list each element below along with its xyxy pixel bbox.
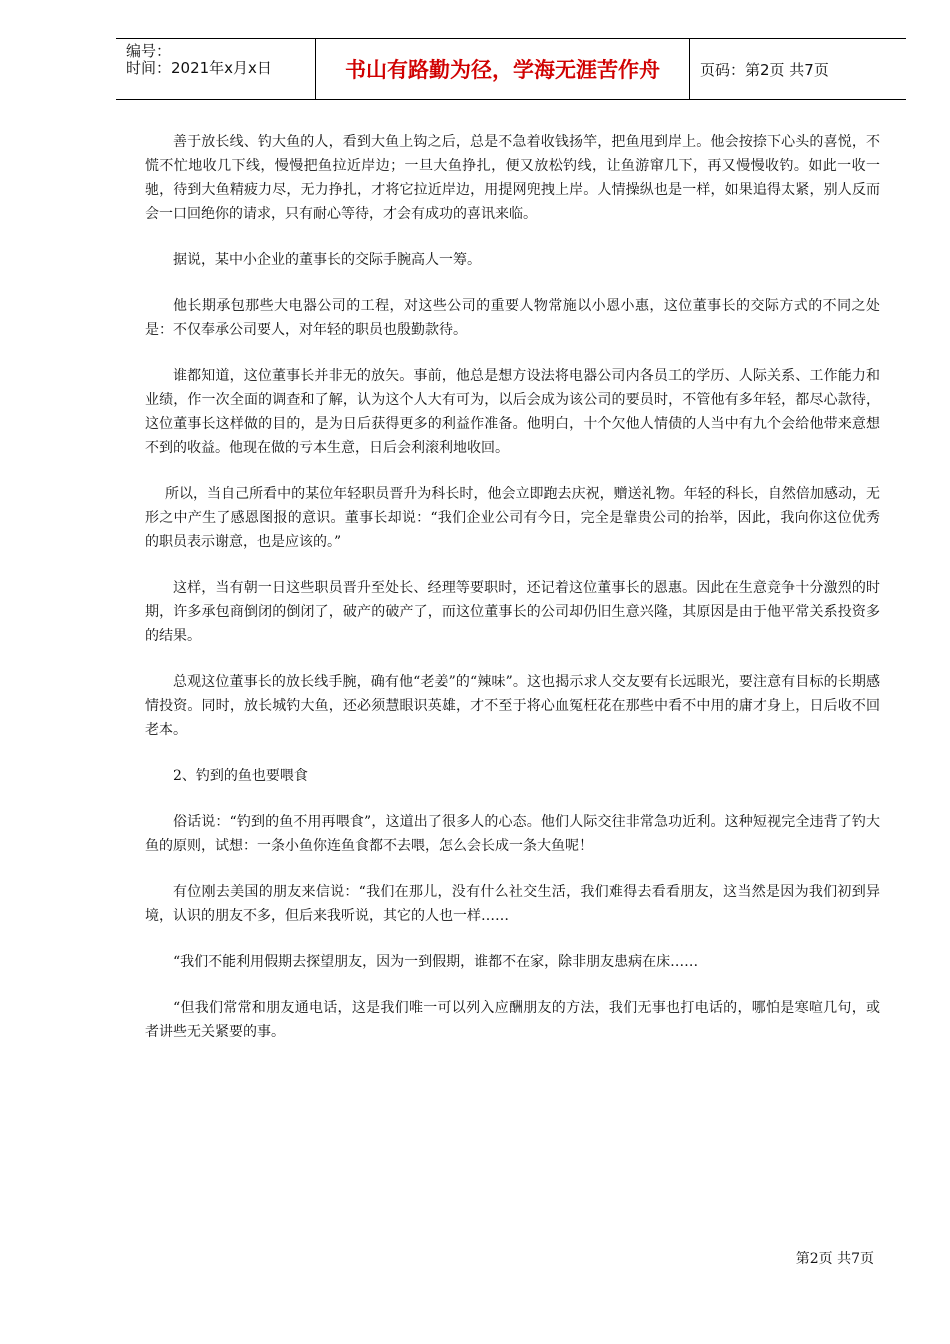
paragraph: 俗话说：“钓到的鱼不用再喂食”，这道出了很多人的心态。他们人际交往非常急功近利。这种短视完全违背了钓大鱼的原则，试想：一条小鱼你连鱼食都不去喂，怎么会长成一条大鱼呢！: [145, 814, 880, 854]
paragraph: 他长期承包那些大电器公司的工程，对这些公司的重要人物常施以小恩小惠，这位董事长的交际方式的不同之处是：不仅奉承公司要人，对年轻的职员也殷勤款待。: [145, 298, 880, 338]
document-body: [145, 106, 880, 1044]
paragraph: 谁都知道，这位董事长并非无的放矢。事前，他总是想方设法将电器公司内各员工的学历、人际关系、工作能力和业绩，作一次全面的调查和了解，认为这个人大有可为，以后会成为该公司的要员时，不管他有多年轻，都尽心款待，这位董事长这样做的目的，是为日后获得更多的利益作准备。他明白，十个欠他人情债的人当中有九个会给他带来意想不到的收益。他现在做的亏本生意，日后会利滚利地收回。: [145, 368, 880, 456]
paragraph: 总观这位董事长的放长线手腕，确有他“老姜”的“辣味”。这也揭示求人交友要有长远眼光，要注意有目标的长期感情投资。同时，放长城钓大鱼，还必须慧眼识英雄，才不至于将心血冤枉花在那些中看不中用的庸才身上，日后收不回老本。: [145, 674, 880, 738]
header-motto: 书山有路勤为径，学海无涯苦作舟: [316, 39, 690, 99]
paragraph: 有位刚去美国的朋友来信说：“我们在那儿，没有什么社交生活，我们难得去看看朋友，这当然是因为我们初到异境，认识的朋友不多，但后来我听说，其它的人也一样……: [145, 884, 880, 924]
header-page-number: 页码：第2页 共7页: [700, 60, 829, 79]
paragraph: 这样，当有朝一日这些职员晋升至处长、经理等要职时，还记着这位董事长的恩惠。因此在生意竞争十分激烈的时期，许多承包商倒闭的倒闭了，破产的破产了，而这位董事长的公司却仍旧生意兴隆，其原因是由于他平常关系投资多的结果。: [145, 580, 880, 644]
header-meta: [116, 39, 316, 99]
paragraph: 善于放长线、钓大鱼的人，看到大鱼上钩之后，总是不急着收钱扬竿，把鱼甩到岸上。他会按捺下心头的喜悦，不慌不忙地收几下线，慢慢把鱼拉近岸边；一旦大鱼挣扎，便又放松钓线，让鱼游窜几下，再又慢慢收钓。如此一收一驰，待到大鱼精疲力尽，无力挣扎，才将它拉近岸边，用提网兜拽上岸。人情操纵也是一样，如果追得太紧，别人反而会一口回绝你的请求，只有耐心等待，才会有成功的喜讯来临。: [145, 134, 880, 222]
paragraph: “但我们常常和朋友通电话，这是我们唯一可以列入应酬朋友的方法，我们无事也打电话的，哪怕是寒喧几句，或者讲些无关紧要的事。: [145, 1000, 880, 1040]
footer-page-number: 第2页 共7页: [795, 1251, 874, 1267]
paragraph: 据说，某中小企业的董事长的交际手腕高人一筹。: [173, 252, 481, 268]
time-label: 时间：2021年x月x日: [126, 59, 272, 77]
section-heading: 2、钓到的鱼也要喂食: [173, 768, 308, 784]
document-header: [116, 38, 906, 100]
paragraph: “我们不能利用假期去探望朋友，因为一到假期，谁都不在家，除非朋友患病在床……: [173, 954, 699, 970]
paragraph: 所以，当自己所看中的某位年轻职员晋升为科长时，他会立即跑去庆祝，赠送礼物。年轻的科长，自然倍加感动，无形之中产生了感恩图报的意识。董事长却说：“我们企业公司有今日，完全是靠贵公司的抬举，因此，我向你这位优秀的职员表示谢意，也是应该的。”: [145, 486, 880, 550]
number-label: 编号：: [126, 42, 172, 60]
